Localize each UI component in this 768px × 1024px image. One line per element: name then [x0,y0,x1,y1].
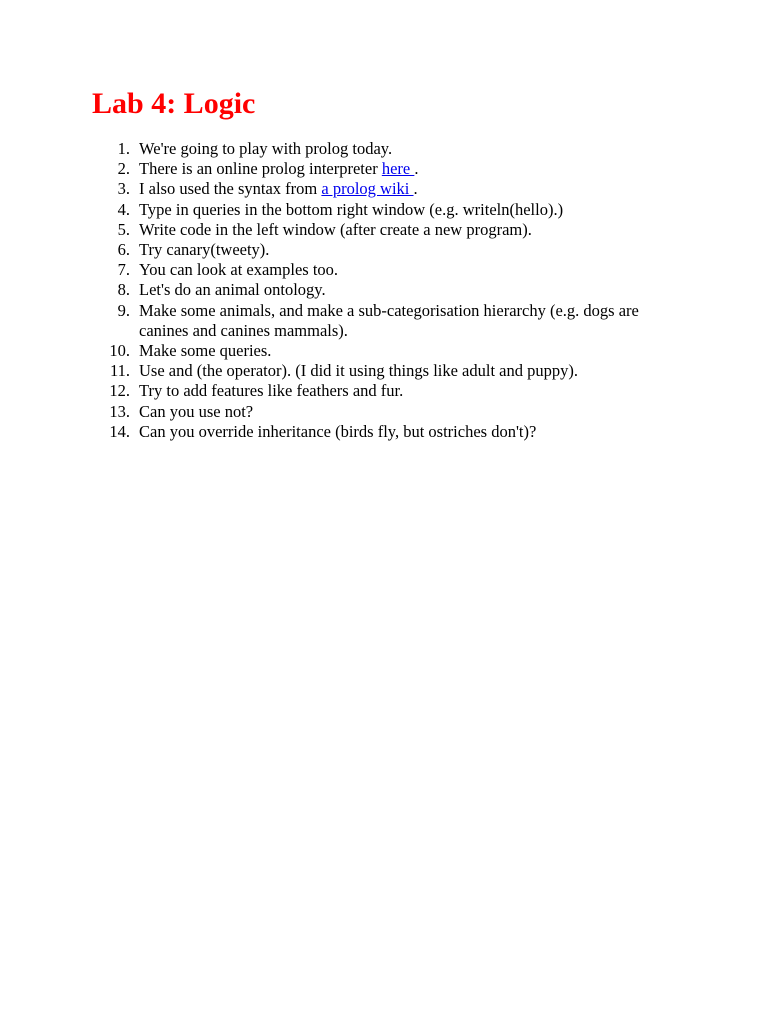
list-item-text: Can you use not? [139,401,254,421]
list-item-text-before-link: There is an online prolog interpreter [139,159,382,179]
list-item [92,240,692,260]
list-item-number: 4. [117,199,130,219]
list-item-text: Let's do an animal ontology. [139,280,326,300]
list-item-text [139,159,418,178]
list-item [92,220,692,240]
list-item-number: 5. [117,219,130,239]
list-item-number: 8. [117,280,130,300]
list-item-text [139,179,418,198]
list-item-number: 11. [109,361,130,381]
list-item [92,381,692,401]
list-item [92,301,692,341]
list-item-number: 10. [109,341,130,361]
list-item-number: 2. [117,159,130,179]
list-item-number: 9. [117,300,130,320]
list-item [92,422,692,442]
list-item-number: 6. [117,240,130,260]
list-item-number: 13. [109,401,130,421]
list-item-text: We're going to play with prolog today. [139,139,393,158]
list-item-text: Make some animals, and make a sub-categorisation hierarchy (e.g. dogs are canines and canines mammals). [139,300,639,340]
instruction-list [92,139,692,442]
list-item-number: 14. [109,421,130,441]
list-item [92,280,692,300]
list-item-text-after-link: . [414,159,419,179]
hyperlink[interactable]: a prolog wiki [321,179,414,199]
list-item-text-before-link: I also used the syntax from [139,179,322,199]
list-item-text: Can you override inheritance (birds fly, but ostriches don't)? [139,421,537,441]
list-item [92,139,692,159]
list-item [92,200,692,220]
list-item-number: 12. [109,381,130,401]
list-item [92,341,692,361]
list-item-text-after-link: . [413,179,418,199]
list-item-text: You can look at examples too. [139,260,339,280]
list-item-number: 3. [117,179,130,199]
list-item-text: Make some queries. [139,341,272,361]
list-item [92,179,692,199]
list-item-text: Try canary(tweety). [139,240,270,260]
list-item-text: Use and (the operator). (I did it using things like adult and puppy). [139,361,578,381]
list-item-text: Write code in the left window (after create a new program). [139,219,532,239]
list-item-number: 7. [117,260,130,280]
list-item-text: Type in queries in the bottom right window (e.g. writeln(hello).) [139,199,564,219]
list-item [92,159,692,179]
hyperlink[interactable]: here [381,159,415,179]
list-item [92,361,692,381]
list-item [92,260,692,280]
list-item-number: 1. [117,139,130,158]
list-item-text: Try to add features like feathers and fur. [139,381,404,401]
list-item [92,402,692,422]
page-title: Lab 4: Logic [92,87,256,120]
